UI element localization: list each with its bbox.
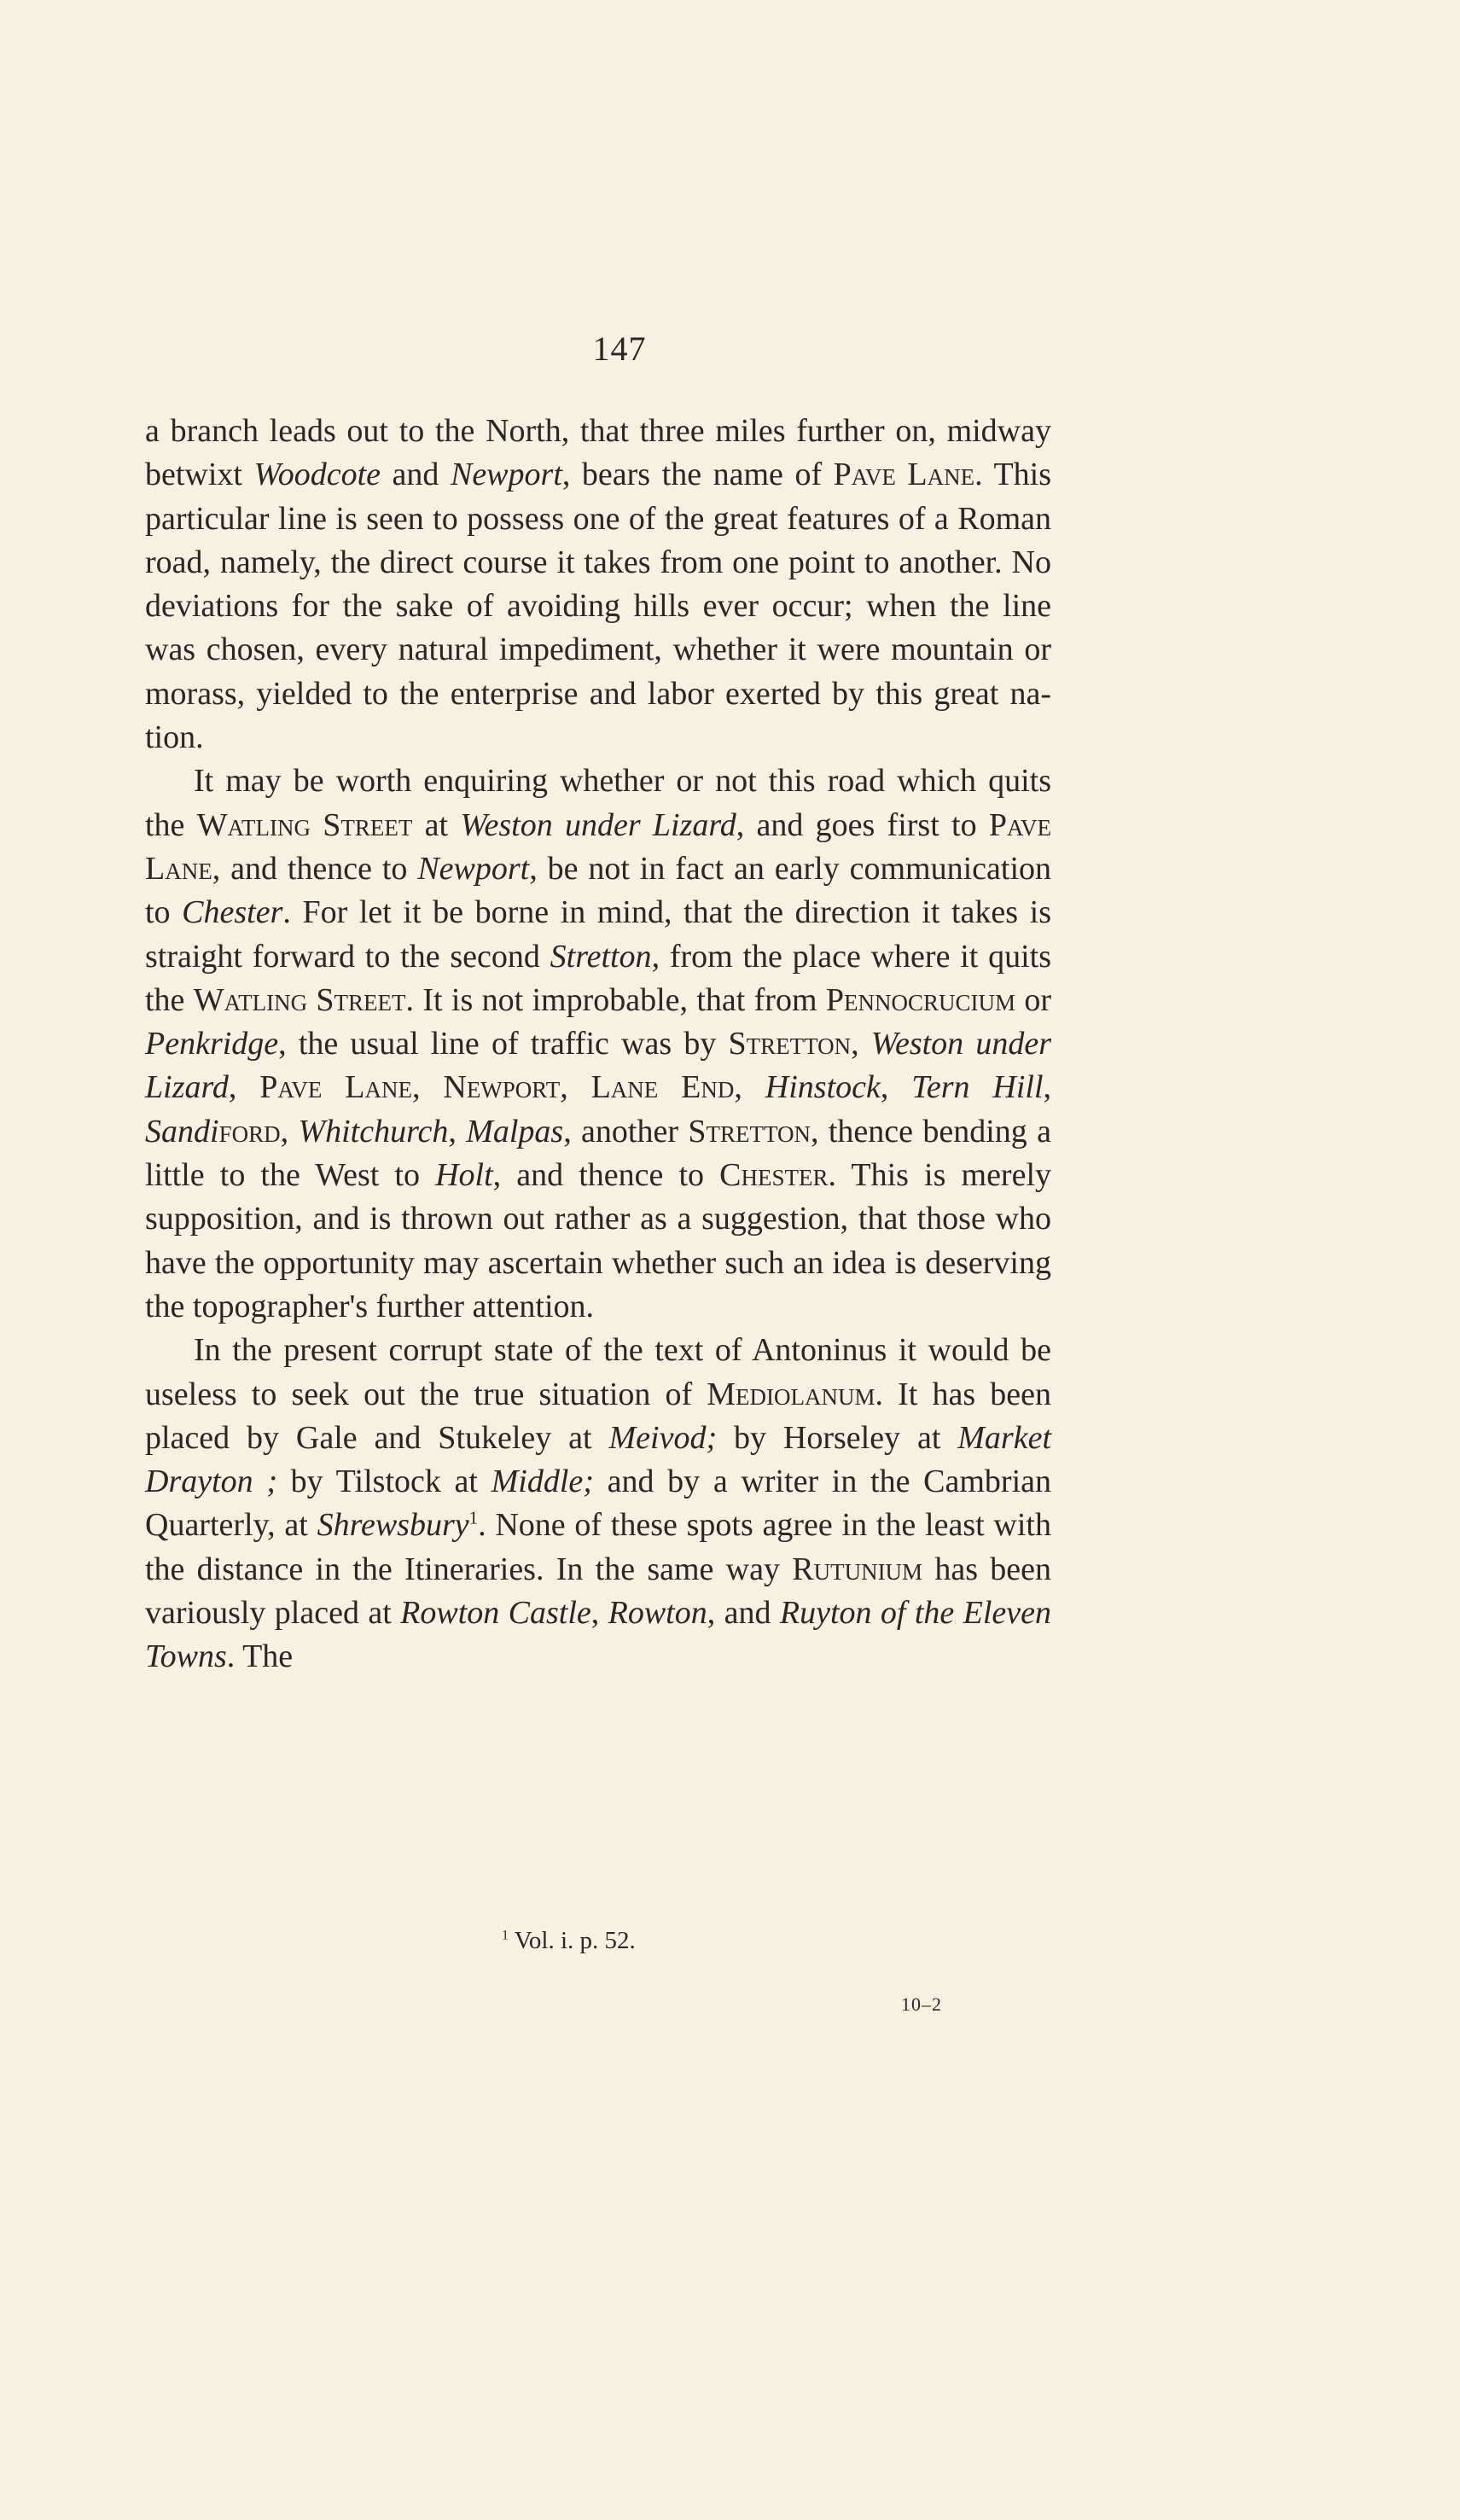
- text-span: and: [381, 457, 451, 493]
- text-span: Lane End: [590, 1069, 735, 1106]
- text-span: , be not in fact an early communication to: [145, 850, 1051, 931]
- text-span: Middle;: [491, 1464, 594, 1500]
- text-span: . This is merely supposition, and is thrown out rather as a suggestion, that those who have the opportunity may ascertain whether such an idea is deserving the topographer's further attention.: [145, 1157, 1052, 1324]
- text-span: Holt: [435, 1157, 493, 1194]
- text-span: at: [412, 806, 461, 843]
- text-span: It may be worth enquiring whether or not this road which quits the: [145, 763, 1051, 843]
- text-span: . None of these spots agree in the least with the distance in the Itineraries. In the same way: [145, 1507, 1051, 1587]
- page-number: 147: [592, 329, 647, 368]
- text-span: . This particular line is seen to possess one of the great features of a Roman road, namely, the direct course it takes from one point to another. No deviations for the sake of avoiding hills ever occur; when the line was chosen, every natural impediment, whether it were mountain or morass, yielded to the enterprise and labor exerted by this great nation.: [145, 457, 1051, 756]
- text-span: Watling Street: [193, 981, 406, 1018]
- text-span: Weston under Lizard: [460, 806, 736, 843]
- text-span: , and: [707, 1595, 780, 1632]
- text-span: ,: [411, 1069, 444, 1106]
- text-span: Shrewsbury: [317, 1507, 469, 1544]
- text-span: Whitchurch: [298, 1113, 449, 1149]
- text-span: , and goes first to: [736, 806, 989, 843]
- text-span: ,: [590, 1595, 608, 1632]
- text-span: Meivod;: [608, 1419, 718, 1456]
- text-span: Weston under Lizard: [145, 1026, 1051, 1106]
- text-span: , thence bending a little to the West to: [145, 1113, 1051, 1194]
- text-span: ,: [734, 1069, 765, 1106]
- text-span: ,: [1043, 1069, 1052, 1106]
- text-span: Chester: [182, 894, 283, 931]
- text-span: In the present corrupt state of the text of Antoninus it would be useless to seek out the true situation of: [145, 1332, 1051, 1412]
- text-span: Newport: [450, 457, 562, 493]
- text-span: and by a writer in the Cambrian Quarterly, at: [145, 1464, 1051, 1544]
- text-span: Newport: [443, 1069, 561, 1106]
- paragraph-1: [145, 410, 1051, 759]
- text-span: . For let it be borne in mind, that the direction it takes is straight forward to the second: [145, 894, 1051, 975]
- text-span: ,: [448, 1113, 467, 1149]
- text-span: has been variously placed at: [145, 1551, 1051, 1632]
- paragraph-2: [145, 759, 1051, 1329]
- text-span: Tern Hill: [911, 1069, 1044, 1106]
- text-span: Penkridge: [145, 1026, 279, 1062]
- text-span: Hinstock: [765, 1069, 881, 1106]
- footnote: [502, 1927, 636, 1955]
- text-span: Rowton Castle: [400, 1595, 591, 1632]
- text-span: Mediolanum: [707, 1376, 875, 1412]
- text-span: , bears the name of: [561, 457, 834, 493]
- text-span: or: [1015, 981, 1051, 1018]
- text-span: , another: [563, 1113, 689, 1149]
- text-span: ,: [880, 1069, 912, 1106]
- footnote-text: Vol. i. p. 52.: [514, 1927, 636, 1954]
- text-span: Pave Lane: [145, 806, 1051, 887]
- text-span: . The: [226, 1638, 294, 1675]
- text-span: Rowton: [608, 1595, 707, 1632]
- text-span: Sandi: [145, 1113, 219, 1149]
- text-span: Chester: [719, 1157, 829, 1194]
- footnote-marker: 1: [502, 1928, 509, 1943]
- text-span: Woodcote: [253, 457, 381, 493]
- text-span: ,: [280, 1113, 299, 1149]
- paragraph-3: [145, 1329, 1051, 1679]
- text-span: Rutunium: [792, 1551, 923, 1587]
- signature-mark: 10–2: [901, 1993, 942, 2015]
- text-span: Newport: [417, 850, 530, 887]
- text-span: a branch leads out to the North, that three miles further on, midway betwixt: [145, 413, 1051, 493]
- text-span: Stretton: [550, 938, 652, 975]
- footnote-reference: 1: [468, 1507, 479, 1528]
- text-span: , from the place where it quits the: [145, 938, 1052, 1018]
- text-span: ,: [560, 1069, 591, 1106]
- text-span: Market Drayton ;: [145, 1419, 1051, 1500]
- text-span: by Tilstock at: [277, 1464, 492, 1500]
- text-span: Stretton: [728, 1026, 852, 1062]
- text-span: Watling Street: [196, 806, 413, 843]
- text-span: , and thence to: [212, 850, 418, 887]
- text-span: Pave Lane: [833, 457, 975, 493]
- text-span: by Horseley at: [717, 1419, 958, 1456]
- text-span: Malpas: [466, 1113, 564, 1149]
- text-span: , the usual line of traffic was by: [278, 1026, 729, 1062]
- text-span: Pave Lane: [259, 1069, 412, 1106]
- text-span: Ruyton of the Eleven Towns: [145, 1595, 1051, 1675]
- body-text: [145, 410, 1051, 1679]
- text-span: , and thence to: [492, 1157, 720, 1194]
- text-span: ford: [218, 1113, 281, 1149]
- text-span: . It has been placed by Gale and Stukeley at: [145, 1376, 1051, 1456]
- text-span: Pennocrucium: [825, 981, 1016, 1018]
- text-span: ,: [228, 1069, 260, 1106]
- text-span: Stretton: [688, 1113, 811, 1149]
- text-span: ,: [851, 1026, 871, 1062]
- text-span: . It is not improbable, that from: [405, 981, 826, 1018]
